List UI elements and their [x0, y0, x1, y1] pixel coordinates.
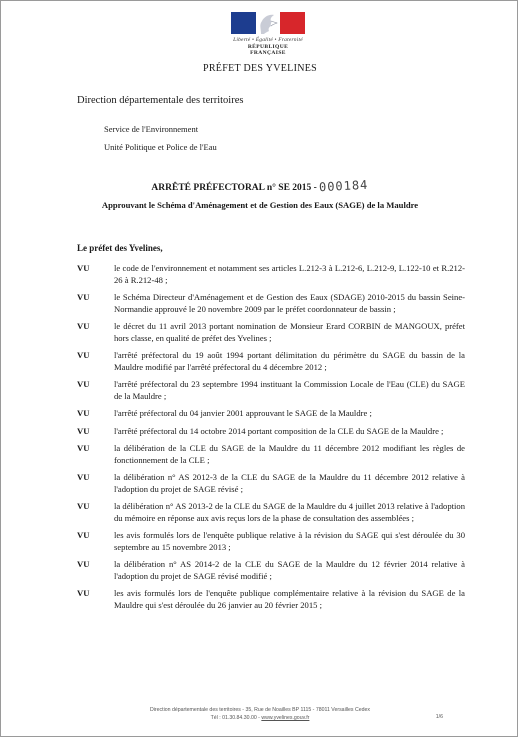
vu-text: le Schéma Directeur d'Aménagement et de Gestion des Eaux (SDAGE) 2010-2015 du bassin Seine-Normandie approuvé le 20 novembre 2009 par le préfet coordonnateur de bassin ; — [114, 292, 465, 314]
footer-address: Direction départementale des territoires - 35, Rue de Noailles BP 1115 - 78011 Versailles Cedex — [150, 707, 370, 713]
vu-item — [77, 379, 465, 402]
page-number: 1/6 — [435, 714, 443, 720]
vu-label: VU — [77, 472, 90, 482]
vu-label: VU — [77, 425, 90, 436]
arrete-title — [1, 179, 518, 193]
vu-label: VU — [77, 350, 90, 360]
arrete-subtitle: Approuvant le Schéma d'Aménagement et de Gestion des Eaux (SAGE) de la Mauldre — [101, 200, 419, 210]
vu-text: la délibération de la CLE du SAGE de la Mauldre du 11 décembre 2012 modifiant les règles de fonctionnement de la CLE ; — [114, 443, 465, 465]
vu-item — [77, 321, 465, 344]
vu-item — [77, 559, 465, 582]
vu-item — [77, 408, 465, 420]
vu-item — [77, 426, 465, 438]
direction-label: Direction départementale des territoires — [77, 95, 244, 106]
arrete-number-stamp: 000184 — [318, 177, 369, 195]
vu-text: l'arrêté préfectoral du 14 octobre 2014 portant composition de la CLE du SAGE de la Mauldre ; — [114, 425, 444, 436]
service-label: Service de l'Environnement — [104, 124, 199, 134]
vu-item — [77, 472, 465, 495]
service-block — [104, 120, 217, 156]
arrete-title-label: ARRÊTÉ PRÉFECTORAL n° SE 2015 - — [151, 183, 317, 193]
footer-website-link[interactable]: www.yvelines.gouv.fr — [261, 715, 310, 721]
vu-text: l'arrêté préfectoral du 23 septembre 1994 instituant la Commission Locale de l'Eau (CLE) du SAGE de la Mauldre ; — [114, 379, 465, 401]
vu-text: la délibération n° AS 2014-2 de la CLE du SAGE de la Mauldre du 12 février 2014 relative à l'adoption du projet de SAGE révisé modifié ; — [114, 559, 465, 581]
vu-item — [77, 588, 465, 611]
marianne-profile-icon — [255, 12, 281, 34]
vu-label: VU — [77, 588, 90, 598]
marianne-logo — [231, 12, 305, 58]
unite-label: Unité Politique et Police de l'Eau — [104, 142, 217, 152]
vu-label: VU — [77, 379, 90, 389]
vu-label: VU — [77, 292, 90, 302]
vu-item — [77, 501, 465, 524]
vu-label: VU — [77, 408, 90, 418]
vu-item — [77, 530, 465, 553]
vu-label: VU — [77, 501, 90, 511]
vu-item — [77, 292, 465, 315]
footer-phone: Tél : 01.30.84.30.00 - — [210, 715, 262, 721]
prefet-heading: PRÉFET DES YVELINES — [202, 63, 318, 74]
vu-text: le décret du 11 avril 2013 portant nomination de Monsieur Erard CORBIN de MANGOUX, préfet hors classe, en qualité de préfet des Yvelines ; — [114, 321, 465, 343]
motto: Liberté • Égalité • Fraternité — [233, 37, 303, 43]
vu-label: VU — [77, 530, 90, 540]
republique-label: RÉPUBLIQUE FRANÇAISE — [247, 44, 289, 56]
vu-text: l'arrêté préfectoral du 04 janvier 2001 approuvant le SAGE de la Mauldre ; — [114, 408, 372, 418]
vu-item — [77, 443, 465, 466]
vu-label: VU — [77, 263, 90, 273]
vu-label: VU — [77, 559, 90, 569]
vu-label: VU — [77, 443, 90, 453]
vu-item — [77, 263, 465, 286]
intro-line: Le préfet des Yvelines, — [77, 243, 163, 253]
vu-list — [77, 263, 465, 617]
vu-label: VU — [77, 321, 90, 331]
vu-text: le code de l'environnement et notamment ses articles L.212-3 à L.212-6, L.212-9, L.122-10 et R.212-26 à R.212-48 ; — [114, 263, 465, 285]
vu-text: les avis formulés lors de l'enquête publique relative à la révision du SAGE qui s'est déroulée du 30 septembre au 15 novembre 2013 ; — [114, 530, 465, 552]
vu-item — [77, 350, 465, 373]
vu-text: la délibération n° AS 2013-2 de la CLE du SAGE de la Mauldre du 4 juillet 2013 relative à l'adoption du mémoire en réponse aux avis reçus lors de la phase de consultation des assemblées ; — [114, 501, 465, 523]
vu-text: les avis formulés lors de l'enquête publique complémentaire relative à la révision du SAGE de la Mauldre qui s'est déroulée du 26 janvier au 20 février 2015 ; — [114, 588, 465, 610]
vu-text: l'arrêté préfectoral du 19 août 1994 portant délimitation du périmètre du SAGE du bassin de la Mauldre modifié par l'arrêté préfectoral du 4 décembre 2012 ; — [114, 350, 465, 372]
vu-text: la délibération n° AS 2012-3 de la CLE du SAGE de la Mauldre du 11 décembre 2012 relative à l'adoption du projet de SAGE révisé ; — [114, 472, 465, 494]
